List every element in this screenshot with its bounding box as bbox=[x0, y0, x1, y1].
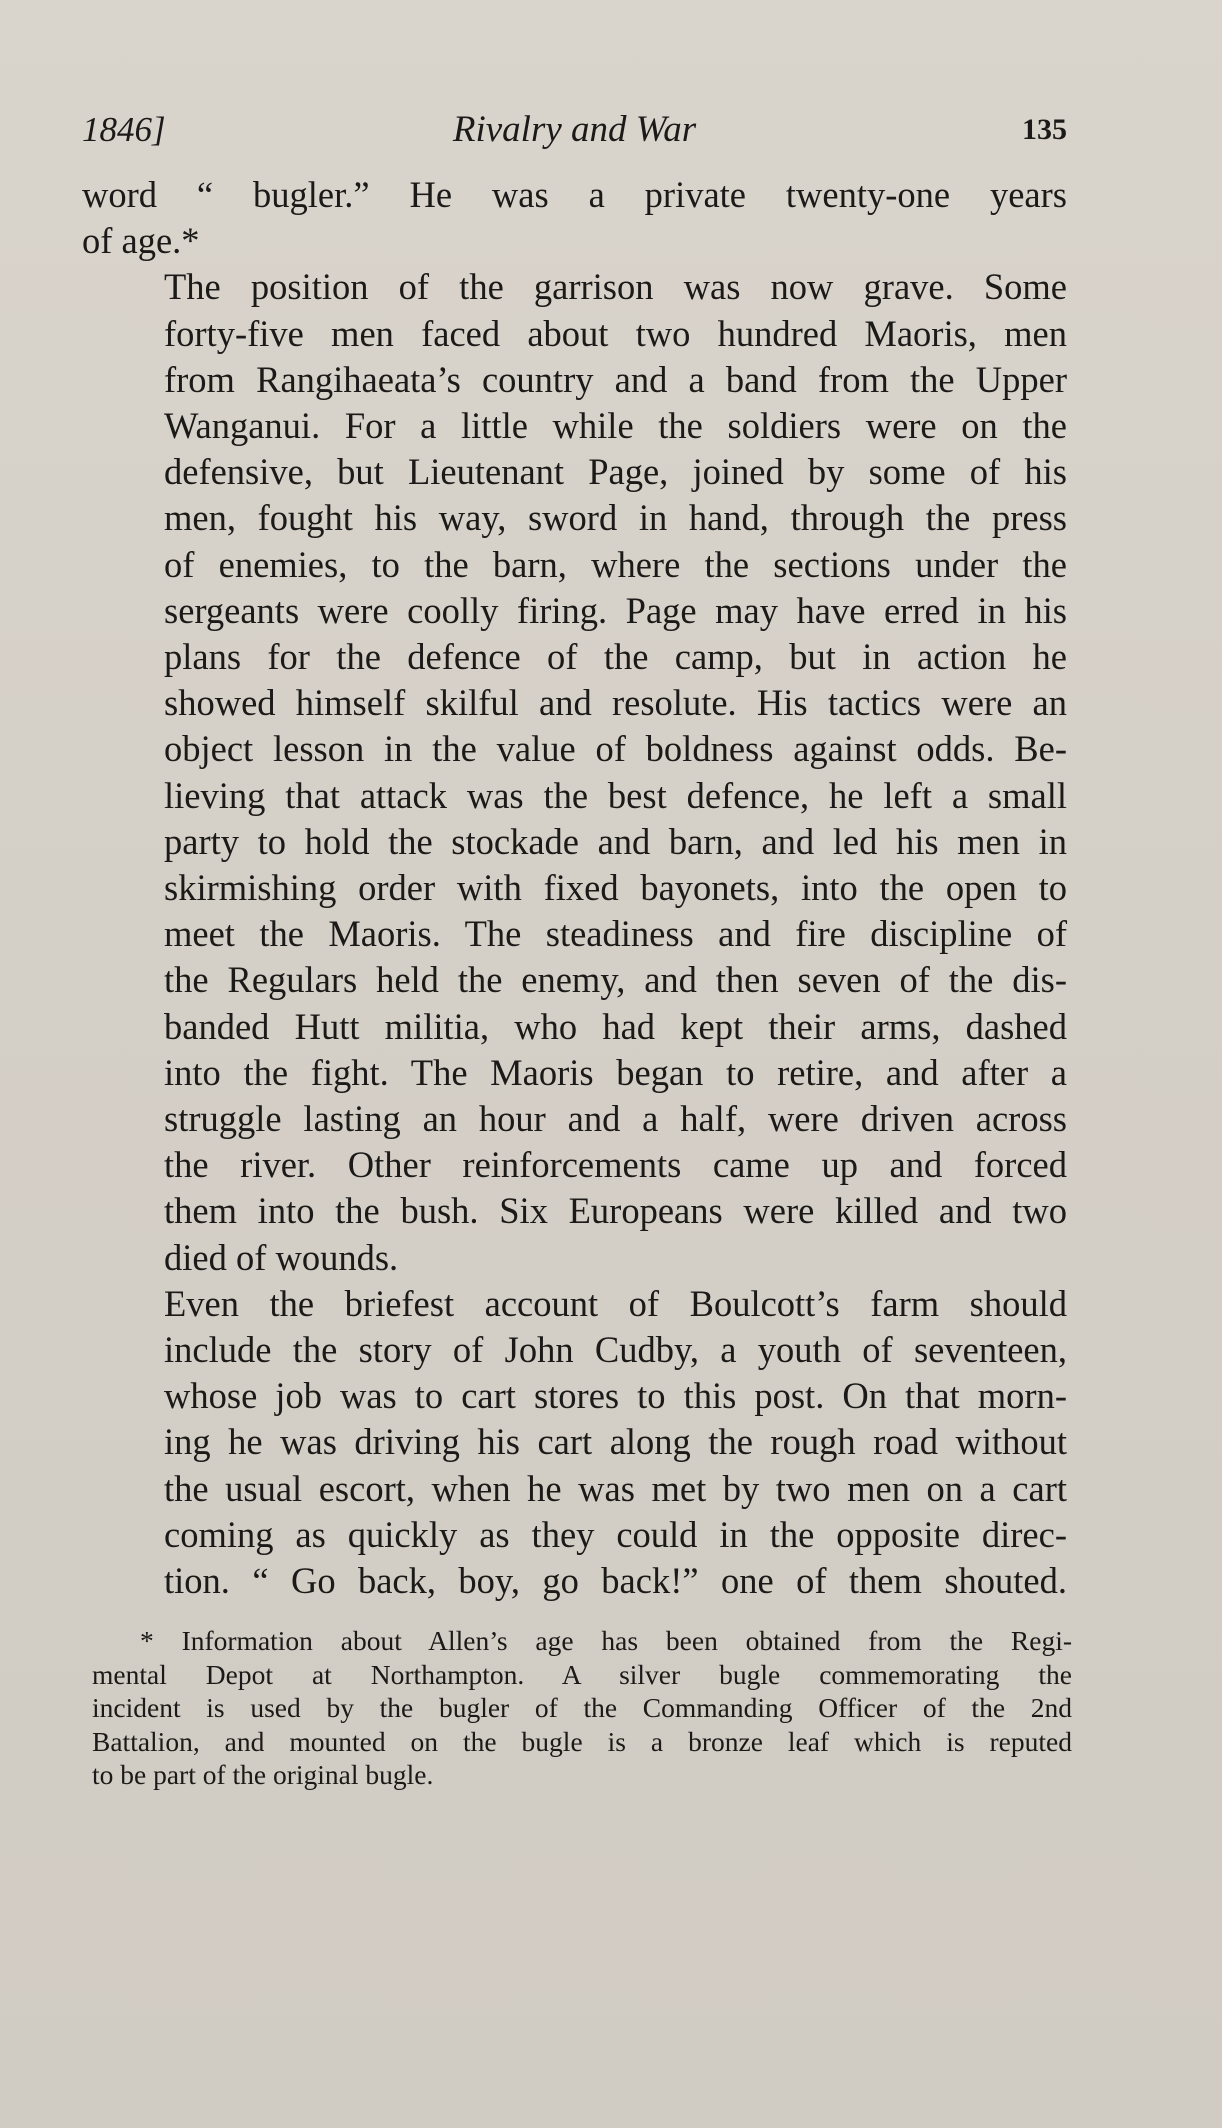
text-line: into the fight. The Maoris began to retire, and after a bbox=[164, 1051, 1067, 1093]
text-line: from Rangihaeata’s country and a band from the Upper bbox=[164, 358, 1067, 400]
text-line: plans for the defence of the camp, but in action he bbox=[164, 636, 1067, 678]
text-line: skirmishing order with fixed bayonets, into the open to bbox=[164, 867, 1067, 909]
text-line: party to hold the stockade and barn, and led his men in bbox=[164, 820, 1067, 862]
footnote-line: to be part of the original bugle. bbox=[92, 1759, 434, 1790]
text-line: them into the bush. Six Europeans were killed and two bbox=[164, 1190, 1067, 1232]
text-line: struggle lasting an hour and a half, were driven across bbox=[164, 1098, 1067, 1140]
text-line: of age.* bbox=[82, 220, 200, 262]
text-line: forty-five men faced about two hundred Maoris, men bbox=[164, 312, 1067, 354]
text-line: Wanganui. For a little while the soldiers were on the bbox=[164, 405, 1067, 447]
text-line: the river. Other reinforcements came up and forced bbox=[164, 1144, 1067, 1186]
text-line: of enemies, to the barn, where the sections under the bbox=[164, 543, 1067, 585]
text-line: died of wounds. bbox=[164, 1236, 399, 1278]
text-line: sergeants were coolly firing. Page may have erred in his bbox=[164, 589, 1067, 631]
text-line: ing he was driving his cart along the rough road without bbox=[164, 1421, 1067, 1463]
text-line: the usual escort, when he was met by two men on a cart bbox=[164, 1467, 1067, 1509]
running-head-title: Rivalry and War bbox=[452, 109, 697, 150]
text-line: lieving that attack was the best defence, he left a small bbox=[164, 774, 1067, 816]
running-head-year: 1846] bbox=[82, 110, 166, 149]
paragraph-2 bbox=[82, 264, 1067, 1280]
text-line: defensive, but Lieutenant Page, joined by some of his bbox=[164, 451, 1067, 493]
text-line: The position of the garrison was now grave. Some bbox=[164, 266, 1067, 308]
text-line: banded Hutt militia, who had kept their arms, dashed bbox=[164, 1005, 1067, 1047]
footnote-line: * Information about Allen’s age has been obtained from the Regi- bbox=[140, 1625, 1072, 1656]
text-line: object lesson in the value of boldness against odds. Be- bbox=[164, 728, 1067, 770]
paragraph-3 bbox=[82, 1281, 1067, 1604]
footnote-line: mental Depot at Northampton. A silver bugle commemorating the bbox=[92, 1658, 1072, 1690]
page-number: 135 bbox=[1022, 113, 1067, 146]
running-head bbox=[82, 108, 1067, 152]
body-text bbox=[82, 172, 1067, 1604]
paragraph-1 bbox=[82, 172, 1067, 264]
text-line: meet the Maoris. The steadiness and fire discipline of bbox=[164, 913, 1067, 955]
footnote bbox=[92, 1624, 1072, 1792]
text-line: men, fought his way, sword in hand, through the press bbox=[164, 497, 1067, 539]
text-line: showed himself skilful and resolute. His tactics were an bbox=[164, 682, 1067, 724]
text-line: include the story of John Cudby, a youth of seventeen, bbox=[164, 1329, 1067, 1371]
text-line: Even the briefest account of Boulcott’s farm should bbox=[164, 1282, 1067, 1324]
text-line: whose job was to cart stores to this post. On that morn- bbox=[164, 1375, 1067, 1417]
text-line: tion. “ Go back, boy, go back!” one of them shouted. bbox=[164, 1560, 1067, 1602]
text-line: the Regulars held the enemy, and then seven of the dis- bbox=[164, 959, 1067, 1001]
footnote-line: Battalion, and mounted on the bugle is a bronze leaf which is reputed bbox=[92, 1725, 1072, 1757]
text-line: word “ bugler.” He was a private twenty-one years bbox=[82, 174, 1067, 215]
footnote-line: incident is used by the bugler of the Commanding Officer of the 2nd bbox=[92, 1692, 1072, 1723]
text-line: coming as quickly as they could in the opposite direc- bbox=[164, 1513, 1067, 1555]
